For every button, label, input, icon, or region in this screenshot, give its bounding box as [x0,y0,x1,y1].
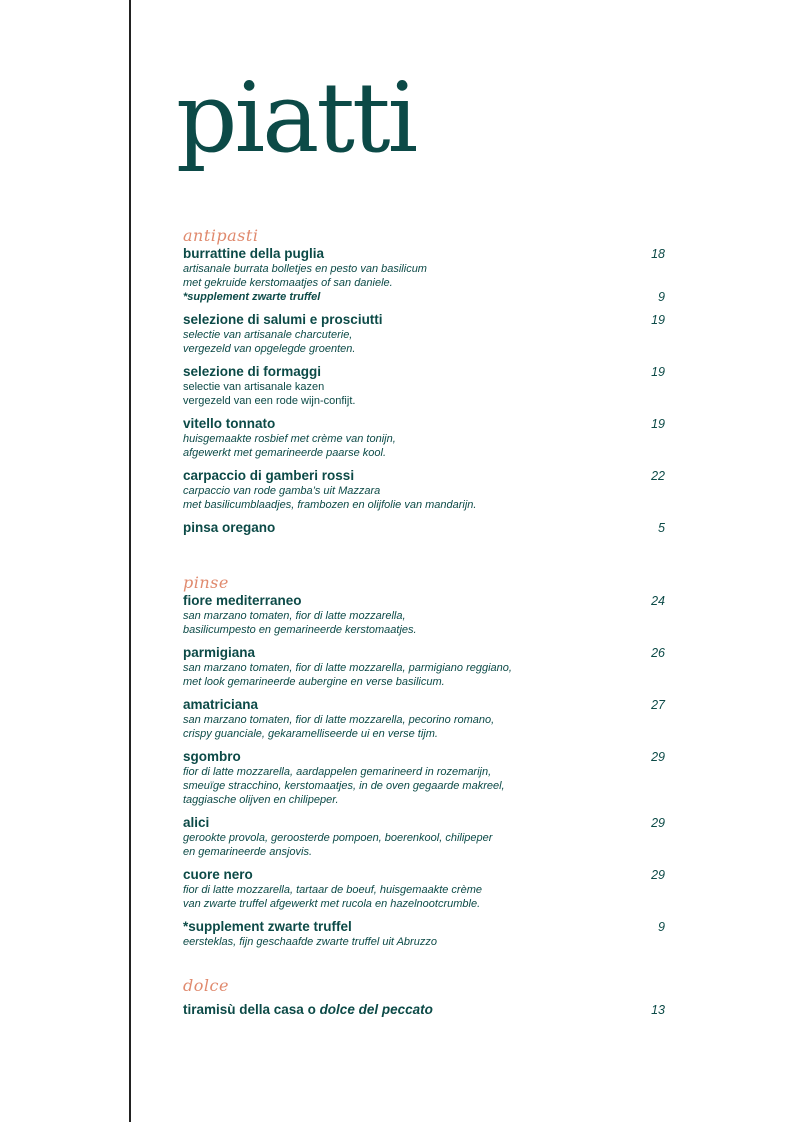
menu-item [183,815,665,859]
item-description: van zwarte truffel afgewerkt met rucola en hazelnootcrumble. [183,898,481,910]
item-description: fior di latte mozzarella, tartaar de boeuf, huisgemaakte crème [183,884,482,896]
item-name: selezione di salumi e prosciutti [183,312,383,327]
menu-item [183,919,665,949]
item-price: 9 [658,920,665,934]
supplement-label: *supplement zwarte truffel [183,291,321,303]
menu-item [183,312,665,356]
item-name: pinsa oregano [183,520,276,535]
item-price: 19 [651,313,665,327]
item-description: met basilicumblaadjes, frambozen en olijfolie van mandarijn. [183,499,477,511]
item-description: eersteklas, fijn geschaafde zwarte truffel uit Abruzzo [183,936,437,948]
item-name-part-italic: dolce del peccato [319,1002,433,1017]
menu-item [183,749,665,807]
item-price: 13 [651,1003,665,1017]
item-description: afgewerkt met gemarineerde paarse kool. [183,447,386,459]
menu-item [183,416,665,460]
section-heading-antipasti: antipasti [183,226,259,245]
item-name: carpaccio di gamberi rossi [183,468,355,483]
item-price: 24 [651,594,665,608]
menu-item [183,520,665,536]
item-name: selezione di formaggi [183,364,322,379]
item-price: 29 [651,868,665,882]
menu-item [183,697,665,741]
supplement-price: 9 [658,290,665,304]
item-name: vitello tonnato [183,416,276,431]
item-name: amatriciana [183,697,259,712]
item-description: selectie van artisanale charcuterie, [183,329,353,341]
item-description: smeuïge stracchino, kerstomaatjes, in de oven gegaarde makreel, [183,780,505,792]
item-name: alici [183,815,210,830]
menu-item [183,1002,665,1018]
margin-rule [129,0,131,1122]
item-price: 29 [651,816,665,830]
page-title: piatti [176,62,416,174]
section-pinse [183,573,665,957]
item-description: selectie van artisanale kazen [183,381,325,393]
item-description: gerookte provola, geroosterde pompoen, boerenkool, chilipeper [183,832,493,844]
supplement-row [183,290,665,304]
item-price: 18 [651,247,665,261]
section-antipasti [183,226,665,544]
item-description: fior di latte mozzarella, aardappelen gemarineerd in rozemarijn, [183,766,492,778]
item-price: 5 [658,521,665,535]
item-description: san marzano tomaten, fior di latte mozzarella, parmigiano reggiano, [183,662,512,674]
item-name: fiore mediterraneo [183,593,302,608]
menu-item [183,364,665,408]
item-name-part: tiramisù della casa o [183,1002,320,1017]
item-description: taggiasche olijven en chilipeper. [183,794,339,806]
item-price: 29 [651,750,665,764]
item-name: cuore nero [183,867,253,882]
item-name: *supplement zwarte truffel [183,919,352,934]
menu-item [183,593,665,637]
item-description: vergezeld van opgelegde groenten. [183,343,356,355]
item-name: sgombro [183,749,241,764]
menu-item [183,867,665,911]
menu-item [183,468,665,512]
section-heading-pinse: pinse [183,573,229,592]
item-description: met look gemarineerde aubergine en verse basilicum. [183,676,445,688]
item-description: huisgemaakte rosbief met crème van tonijn, [183,433,396,445]
item-description: carpaccio van rode gamba’s uit Mazzara [183,485,381,497]
item-description: crispy guanciale, gekaramelliseerde ui en verse tijm. [183,728,438,740]
item-description: basilicumpesto en gemarineerde kerstomaatjes. [183,624,417,636]
item-price: 22 [651,469,665,483]
item-description: san marzano tomaten, fior di latte mozzarella, pecorino romano, [183,714,495,726]
item-price: 27 [651,698,665,712]
item-name: burrattine della puglia [183,246,325,261]
section-dolce [183,976,665,1026]
item-price: 19 [651,365,665,379]
menu-item [183,246,665,304]
menu-item [183,645,665,689]
item-description: met gekruide kerstomaatjes of san daniele. [183,277,393,289]
item-name: parmigiana [183,645,256,660]
item-name [183,1002,665,1018]
section-heading-dolce: dolce [183,976,229,995]
item-description: en gemarineerde ansjovis. [183,846,313,858]
item-price: 26 [651,646,665,660]
item-description: vergezeld van een rode wijn-confijt. [183,395,356,407]
item-description: san marzano tomaten, fior di latte mozzarella, [183,610,406,622]
item-description: artisanale burrata bolletjes en pesto van basilicum [183,263,427,275]
item-price: 19 [651,417,665,431]
